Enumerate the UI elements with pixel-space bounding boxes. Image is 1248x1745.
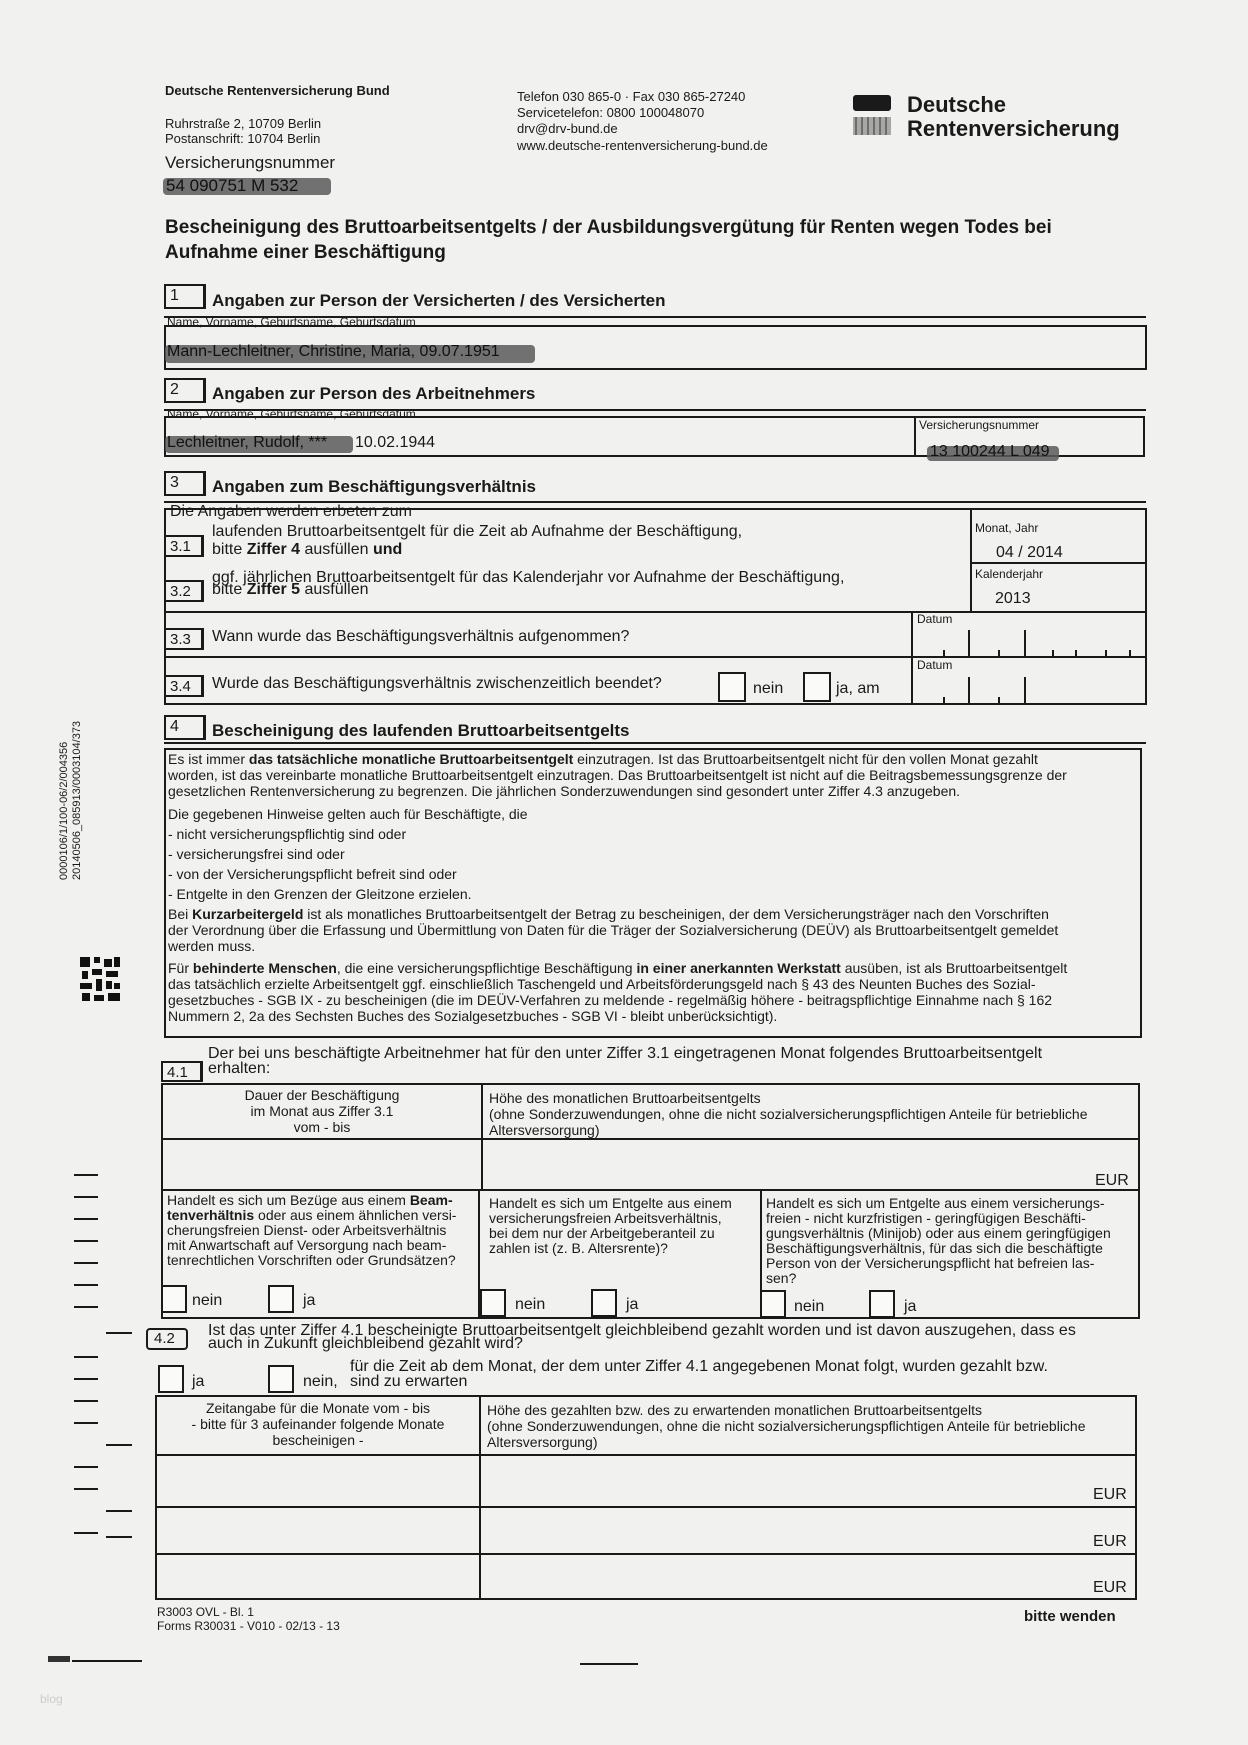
s42-number: 4.2: [146, 1328, 188, 1350]
side-code-2: 20140506_085913/0003104/373: [71, 720, 83, 880]
s4-p1a-pre: Es ist immer: [168, 751, 249, 767]
t31b-mid: ausfüllen: [300, 541, 373, 558]
s42-col1-l1: Zeitangabe für die Monate vom - bis: [205, 1400, 431, 1416]
s42-col2-l3: Altersversorgung): [487, 1434, 598, 1450]
month-value[interactable]: 04 / 2014: [996, 544, 1063, 561]
section1-name-value: Mann-Lechleitner, Christine, Maria, 09.07.1951: [167, 343, 500, 360]
section2-insnr-value: 13 100244 L 049: [930, 443, 1050, 460]
contact-phone: Telefon 030 865-0 · Fax 030 865-27240: [517, 89, 746, 104]
s41-q3-l5: Person von der Versicherungspflicht hat befreien las-: [766, 1255, 1095, 1271]
date-label-33: Datum: [917, 612, 953, 626]
s41-col1-l2: im Monat aus Ziffer 3.1: [250, 1103, 394, 1119]
s42-col2-header: [487, 1402, 1086, 1450]
section2-field-label: Name, Vorname, Geburtsname, Geburtsdatum: [167, 407, 416, 421]
q2-nein-checkbox[interactable]: [480, 1289, 506, 1317]
s41-col1-header: [163, 1087, 481, 1135]
s4-p4b: das tatsächlich erzielte Arbeitsentgelt ggf. einschließlich Taschengeld und Arbeitsförderungsgeld nach § 43 des Neunten Buches des Sozial-: [168, 976, 1036, 992]
org-name: Deutsche Rentenversicherung Bund: [165, 83, 390, 98]
qr-code-icon: [78, 955, 122, 1003]
s4-p3a-post: ist als monatliches Bruttoarbeitsentgelt der Betrag zu bescheinigen, der dem Versicherungsträger nach den Vorschriften: [303, 906, 1049, 922]
s4-p1a-bold: das tatsächliche monatliche Bruttoarbeitsentgelt: [248, 751, 574, 767]
s34-nein-label: nein: [753, 680, 784, 697]
q2-ja-checkbox[interactable]: [591, 1289, 617, 1317]
form-title-line1: Bescheinigung des Bruttoarbeitsentgelts / der Ausbildungsvergütung für Renten wegen Todes bei: [165, 217, 1052, 238]
section3-heading: Angaben zum Beschäftigungsverhältnis: [212, 477, 536, 496]
s41-q3-l2: freien - nicht kurzfristigen - geringfügigen Beschäfti-: [766, 1210, 1086, 1226]
s4-li4: - Entgelte in den Grenzen der Gleitzone erzielen.: [168, 886, 472, 902]
s4-p3b: der Verordnung über die Erfassung und Übermittlung von Daten für die Träger der Sozialversicherung (DEÜV) als Bruttoarbeitsentgelt gemeldet: [168, 922, 1059, 938]
s4-p3c: werden muss.: [168, 938, 256, 954]
t31b-pre: bitte: [212, 541, 247, 558]
s4-p4a-bold2: in einer anerkannten Werkstatt: [636, 960, 841, 976]
section2-insnr-label: Versicherungsnummer: [919, 418, 1040, 432]
s41-text2: erhalten:: [208, 1060, 271, 1077]
month-label: Monat, Jahr: [975, 521, 1039, 535]
s42-nein-label: nein,: [303, 1373, 338, 1390]
section2-number: 2: [164, 378, 206, 403]
form-title-line2: Aufnahme einer Beschäftigung: [165, 242, 446, 263]
insurance-number-field: [163, 176, 331, 196]
q1-ja-checkbox[interactable]: [268, 1285, 294, 1313]
s4-p1b: worden, ist das vereinbarte monatliche Bruttoarbeitsentgelt einzutragen. Das Bruttoarbeitsentgelt ist nicht auf die Beitragsbemessungsgrenze der: [168, 767, 1067, 783]
s4-p4a: [168, 960, 1067, 976]
q3-nein-checkbox[interactable]: [760, 1290, 786, 1318]
s41-q3: [766, 1196, 1111, 1286]
contact-service: Servicetelefon: 0800 100048070: [517, 105, 705, 120]
year-value[interactable]: 2013: [995, 590, 1031, 607]
n34-box: 3.4: [164, 675, 204, 697]
s41-eur: EUR: [1095, 1172, 1129, 1189]
s41-col1-l1: Dauer der Beschäftigung: [244, 1087, 400, 1103]
s41-col2-l2: (ohne Sonderzuwendungen, ohne die nicht sozialversicherungspflichtigen Anteile für betriebliche: [489, 1106, 1088, 1122]
section4-heading: Bescheinigung des laufenden Bruttoarbeitsentgelts: [212, 721, 630, 740]
s4-p4d: Nummern 2, 2a des Sechsten Buches des Sozialgesetzbuches - SGB VI - bleibt unberücksichtigt).: [168, 1008, 778, 1024]
s42-cont2: sind zu erwarten: [350, 1373, 468, 1390]
barcode-icon: [48, 1656, 70, 1662]
s42-cont1: für die Zeit ab dem Monat, der dem unter Ziffer 4.1 angegebenen Monat folgt, wurden gezahlt bzw.: [350, 1358, 1048, 1375]
s42-col1-l2: - bitte für 3 aufeinander folgende Monate: [191, 1416, 445, 1432]
s41-q1-l2-bold: tenverhältnis: [167, 1207, 255, 1223]
s41-col2-header: [489, 1090, 1088, 1138]
s4-p2: Die gegebenen Hinweise gelten auch für Beschäftigte, die: [168, 806, 528, 822]
s41-q2-l3: bei dem nur der Arbeitgeberanteil zu: [489, 1225, 715, 1241]
next-page-hint: bitte wenden: [1024, 1608, 1116, 1625]
s41-duration-input[interactable]: [163, 1140, 481, 1188]
s4-p3a: [168, 906, 1049, 922]
date-field-33[interactable]: [915, 630, 1145, 658]
s42-text2: auch in Zukunft gleichbleibend gezahlt wird?: [208, 1335, 523, 1352]
address-postal: Postanschrift: 10704 Berlin: [165, 131, 321, 146]
s4-p4a-bold: behinderte Menschen: [192, 960, 337, 976]
s42-ja-label: ja: [192, 1373, 205, 1390]
n31-box: 3.1: [164, 535, 204, 557]
s41-q3-l6: sen?: [766, 1270, 797, 1286]
q2-nein-label: nein: [515, 1296, 546, 1313]
s4-li2: - versicherungsfrei sind oder: [168, 846, 345, 862]
q1-ja-label: ja: [303, 1292, 316, 1309]
insurance-number-value: 54 090751 M 532: [166, 176, 299, 195]
s41-col2-l1: Höhe des monatlichen Bruttoarbeitsentgelts: [489, 1090, 761, 1106]
q1-nein-label: nein: [192, 1292, 223, 1309]
s4-p3a-pre: Bei: [168, 906, 193, 922]
s41-q2-l4: zahlen ist (z. B. Altersrente)?: [489, 1240, 668, 1256]
section4-number: 4: [164, 715, 206, 740]
q3-ja-label: ja: [904, 1298, 917, 1315]
s41-q1-l4: mit Anwartschaft auf Versorgung nach beam-: [167, 1237, 447, 1253]
section1-heading: Angaben zur Person der Versicherten / des Versicherten: [212, 291, 666, 310]
section1-field-label: Name, Vorname, Geburtsname, Geburtsdatum: [167, 315, 416, 329]
s4-p1a: [168, 751, 1038, 767]
s41-q1-l1-bold: Beam-: [409, 1192, 453, 1208]
contact-email: drv@drv-bund.de: [517, 121, 618, 136]
s41-q3-l1: Handelt es sich um Entgelte aus einem versicherungs-: [766, 1195, 1105, 1211]
s41-q1: [167, 1193, 456, 1268]
s4-p4c: gesetzbuches - SGB IX - zu bescheinigen (die im DEÜV-Verfahren zu meldende - regelmäßig höhere - beitragspflichtige Einnahme nach § 162: [168, 992, 1053, 1008]
s42-period-input-2[interactable]: [157, 1508, 477, 1553]
s4-p4a-mid: , die eine versicherungspflichtige Beschäftigung: [336, 960, 637, 976]
section1-number: 1: [164, 284, 206, 309]
q3-ja-checkbox[interactable]: [869, 1290, 895, 1318]
s41-q2: [489, 1196, 732, 1256]
side-code-1: 0000106/1/100-06/2/004356: [58, 741, 70, 880]
s42-col1-l3: bescheinigen -: [272, 1432, 364, 1448]
drv-logo-icon: [852, 93, 892, 139]
t31b: [212, 541, 402, 559]
s42-col1-header: [158, 1400, 478, 1448]
section2-name-value: Lechleitner, Rudolf, ***: [167, 434, 328, 451]
s41-text1: Der bei uns beschäftigte Arbeitnehmer hat für den unter Ziffer 3.1 eingetragenen Monat folgendes Bruttoarbeitsentgelt: [208, 1045, 1043, 1062]
q1-nein-checkbox[interactable]: [161, 1285, 187, 1313]
s42-nein-checkbox[interactable]: [268, 1365, 294, 1393]
s42-period-input-1[interactable]: [157, 1456, 477, 1506]
n33-box: 3.3: [164, 628, 204, 650]
s42-amount-input-3[interactable]: [481, 1555, 1135, 1599]
s42-amount-input-1[interactable]: [481, 1456, 1135, 1506]
t32b-pre: bitte: [212, 581, 247, 598]
s42-eur-1: EUR: [1093, 1486, 1127, 1503]
s41-q3-l4: Beschäftigungsverhältnis, für das sich die beschäftigte: [766, 1240, 1103, 1256]
s41-q1-l1-pre: Handelt es sich um Bezüge aus einem: [167, 1192, 410, 1208]
insurance-number-label: Versicherungsnummer: [165, 153, 336, 172]
section2-birth-date: 10.02.1944: [355, 434, 436, 451]
date-label-34: Datum: [917, 658, 953, 672]
section3-number: 3: [164, 471, 206, 496]
form-code-1: R3003 OVL - Bl. 1: [157, 1605, 254, 1619]
s4-p3a-bold: Kurzarbeitergeld: [192, 906, 304, 922]
blog-watermark: blog: [40, 1692, 63, 1706]
s41-q2-l1: Handelt es sich um Entgelte aus einem: [489, 1195, 732, 1211]
t31b-bold2: und: [372, 541, 403, 558]
s4-li1: - nicht versicherungspflichtig sind oder: [168, 826, 407, 842]
logo-text-line1: Deutsche: [907, 92, 1007, 117]
q3-nein-label: nein: [794, 1298, 825, 1315]
t31a: laufenden Bruttoarbeitsentgelt für die Zeit ab Aufnahme der Beschäftigung,: [212, 523, 743, 540]
s34-ja-label: ja, am: [836, 680, 880, 697]
s41-col1-l3: vom - bis: [293, 1119, 351, 1135]
s42-period-input-3[interactable]: [157, 1555, 477, 1599]
address-street: Ruhrstraße 2, 10709 Berlin: [165, 116, 322, 131]
q2-ja-label: ja: [626, 1296, 639, 1313]
t32a: ggf. jährlichen Bruttoarbeitsentgelt für das Kalenderjahr vor Aufnahme der Beschäftigung,: [212, 569, 845, 586]
date-field-34[interactable]: [915, 677, 1145, 705]
t32b-post: ausfüllen: [300, 581, 369, 598]
t32b-bold: Ziffer 5: [246, 581, 301, 598]
s41-q1-l5: tenrechtlichen Vorschriften oder Grundsätzen?: [167, 1252, 456, 1268]
contact-web: www.deutsche-rentenversicherung-bund.de: [517, 138, 768, 153]
year-label: Kalenderjahr: [975, 567, 1044, 581]
s41-q1-l2-post: oder aus einem ähnlichen versi-: [254, 1207, 457, 1223]
t32b: [212, 581, 369, 599]
s34-nein-checkbox[interactable]: [718, 672, 746, 702]
s42-col2-l1: Höhe des gezahlten bzw. des zu erwartenden monatlichen Bruttoarbeitsentgelts: [487, 1402, 982, 1418]
s42-eur-3: EUR: [1093, 1579, 1127, 1596]
s4-p4a-pre: Für: [168, 960, 193, 976]
logo-text-line2: Rentenversicherung: [907, 116, 1120, 141]
s41-number: 4.1: [161, 1061, 203, 1082]
form-code-2: Forms R30031 - V010 - 02/13 - 13: [157, 1619, 340, 1633]
t33: Wann wurde das Beschäftigungsverhältnis aufgenommen?: [212, 628, 630, 645]
n32-box: 3.2: [164, 580, 204, 602]
side-code: [58, 721, 84, 880]
s4-li3: - von der Versicherungspflicht befreit sind oder: [168, 866, 457, 882]
s42-eur-2: EUR: [1093, 1533, 1127, 1550]
s42-amount-input-2[interactable]: [481, 1508, 1135, 1553]
s4-p1a-post: einzutragen. Ist das Bruttoarbeitsentgelt nicht für den vollen Monat gezahlt: [573, 751, 1038, 767]
t34: Wurde das Beschäftigungsverhältnis zwischenzeitlich beendet?: [212, 675, 662, 692]
s4-p4a-post: ausüben, ist als Bruttoarbeitsentgelt: [840, 960, 1068, 976]
s41-q1-l3: cherungsfreien Dienst- oder Arbeitsverhältnis: [167, 1222, 447, 1238]
s41-col2-l3: Altersversorgung): [489, 1122, 600, 1138]
section2-heading: Angaben zur Person des Arbeitnehmers: [212, 384, 536, 403]
s41-amount-input[interactable]: [483, 1140, 1138, 1188]
s41-q2-l2: versicherungsfreien Arbeitsverhältnis,: [489, 1210, 722, 1226]
s41-q3-l3: gungsverhältnis (Minijob) oder aus einem geringfügigen: [766, 1225, 1111, 1241]
s34-ja-checkbox[interactable]: [803, 672, 831, 702]
s42-col2-l2: (ohne Sonderzuwendungen, ohne die nicht sozialversicherungspflichtigen Anteile für betriebliche: [487, 1418, 1086, 1434]
s42-text1: Ist das unter Ziffer 4.1 bescheinigte Bruttoarbeitsentgelt gleichbleibend gezahlt worden und ist davon auszugehen, dass es: [208, 1322, 1076, 1339]
s42-ja-checkbox[interactable]: [158, 1365, 184, 1393]
t31b-bold: Ziffer 4: [246, 541, 301, 558]
section3-intro: Die Angaben werden erbeten zum: [170, 503, 412, 520]
s4-p1c: gesetzlichen Rentenversicherung zu begrenzen. Die jährlichen Sonderzuwendungen sind gesondert unter Ziffer 4.3 anzugeben.: [168, 783, 961, 799]
